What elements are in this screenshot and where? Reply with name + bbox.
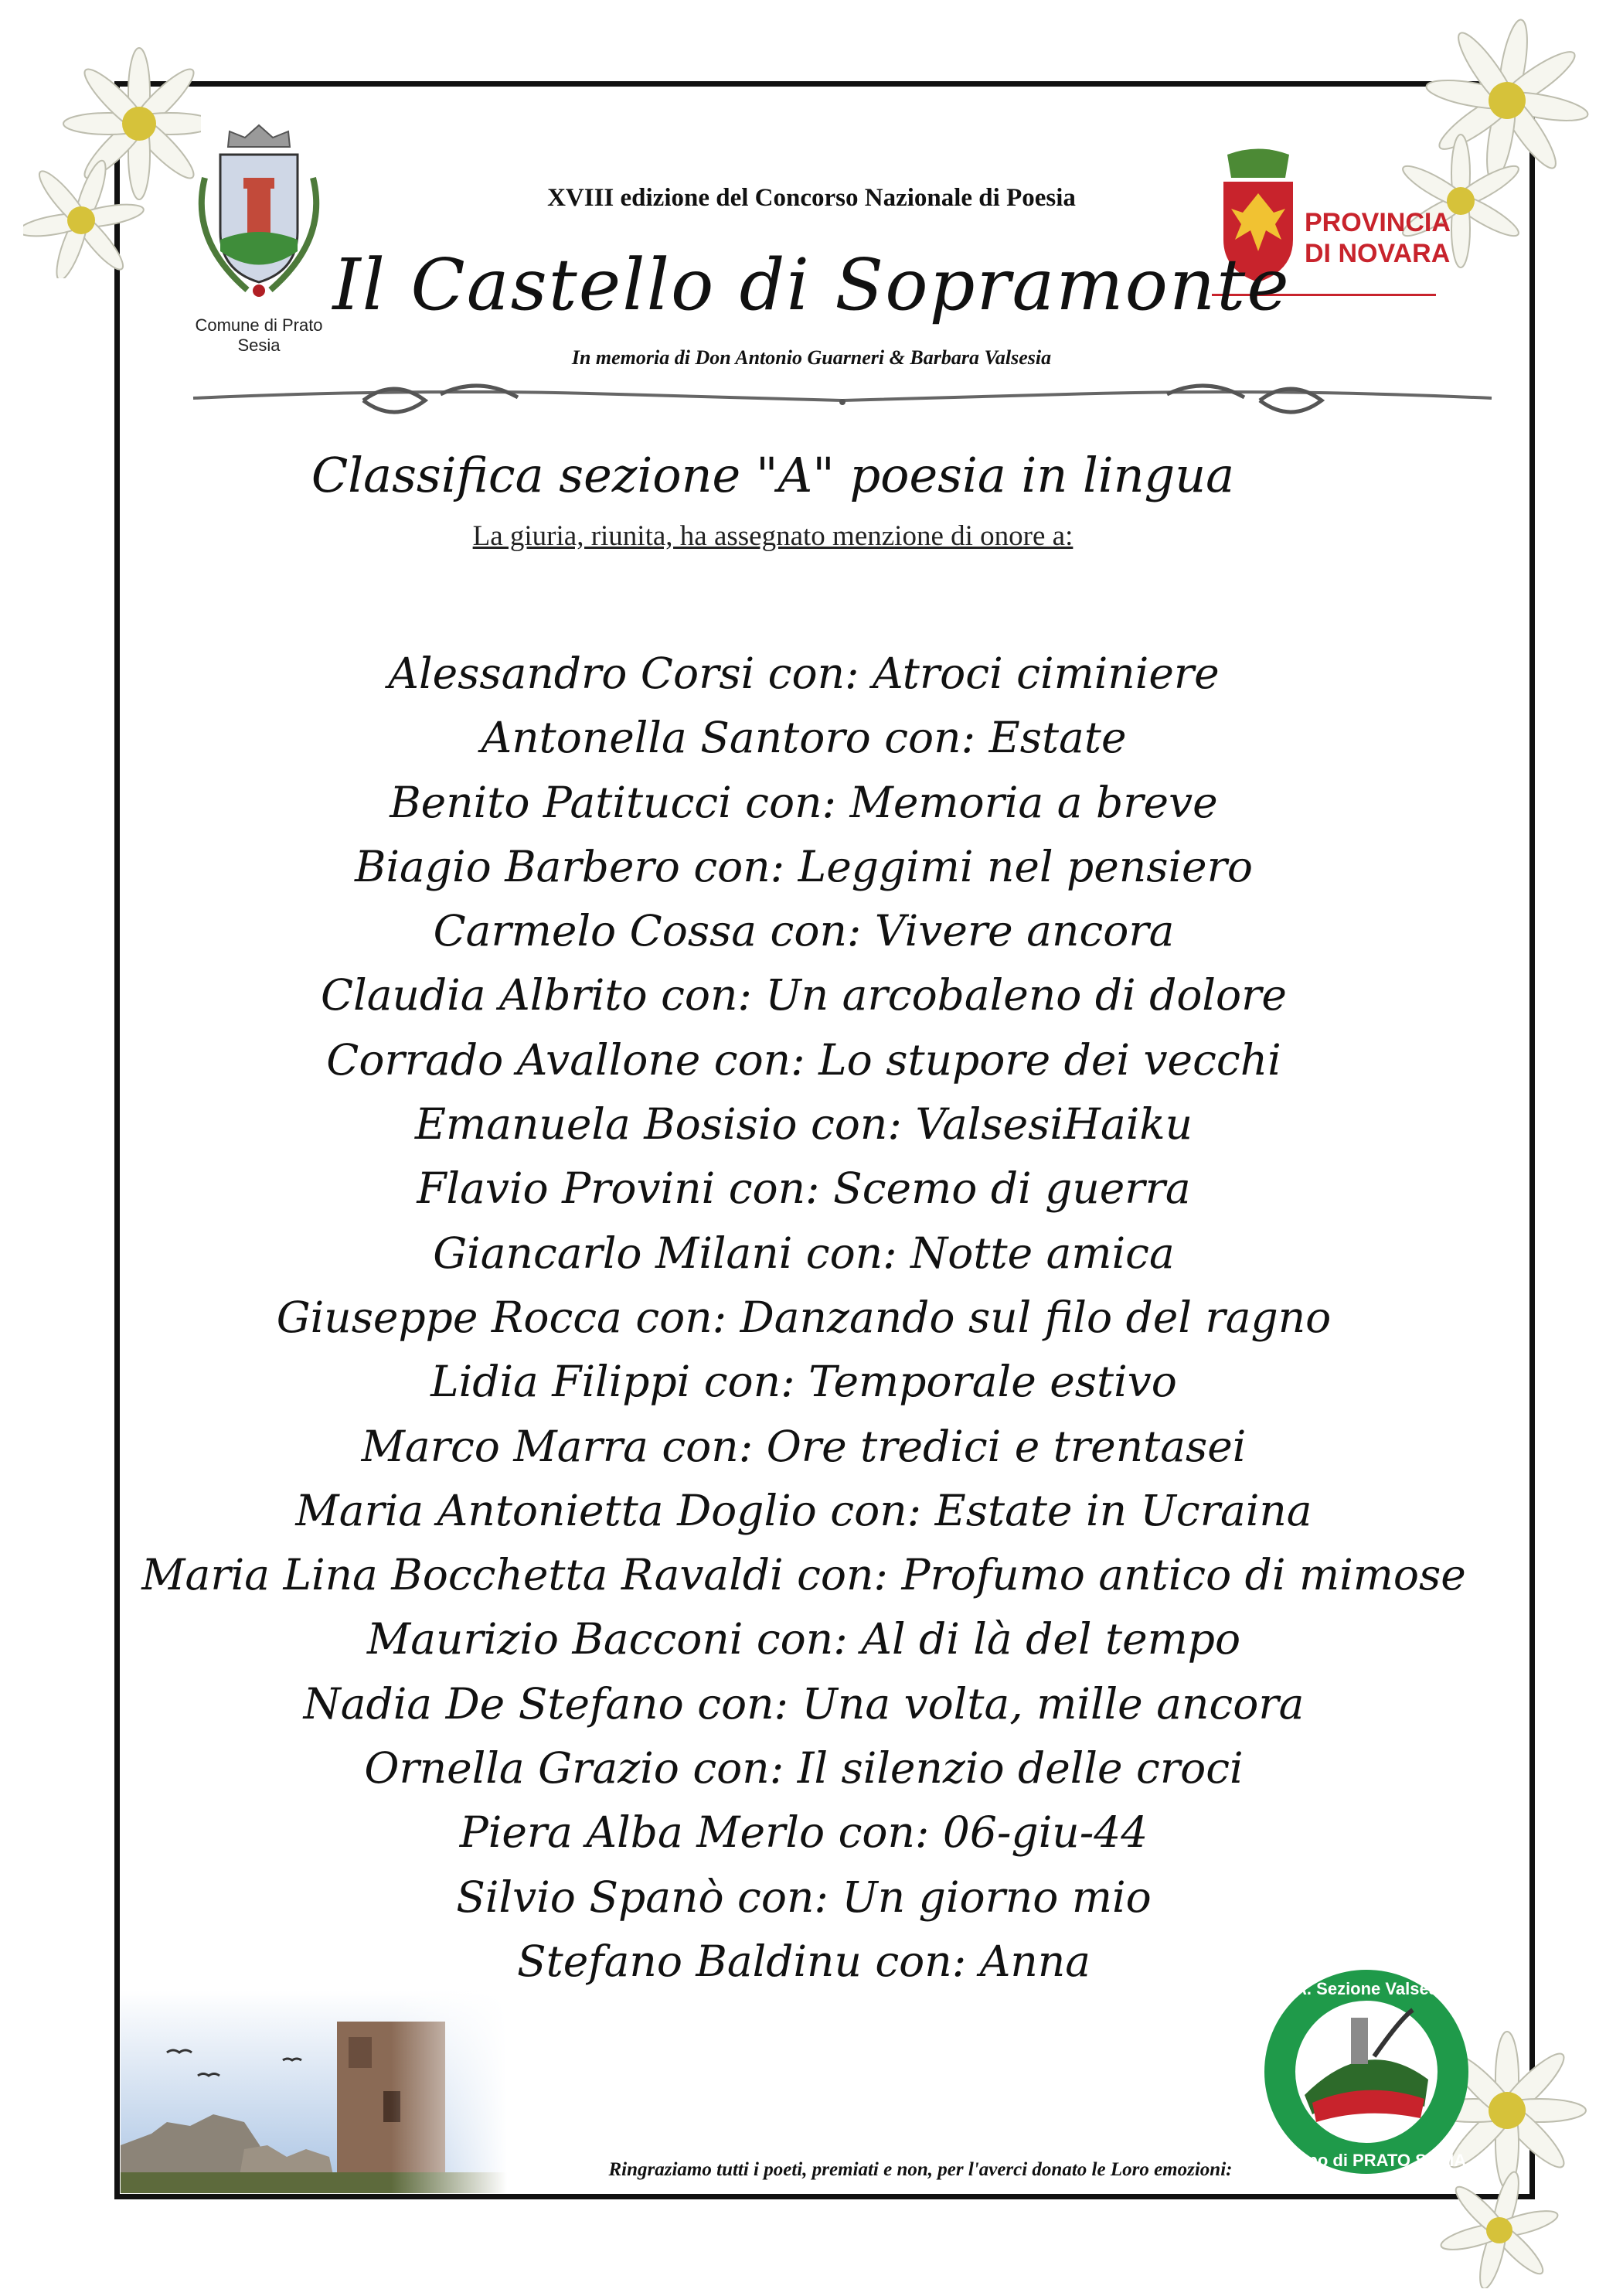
list-item: Silvio Spanò con: Un giorno mio <box>456 1872 1152 1922</box>
page-title: Il Castello di Sopramonte <box>332 244 1291 326</box>
list-item: Biagio Barbero con: Leggimi nel pensiero <box>355 841 1253 891</box>
thanks-footer: Ringraziamo tutti i poeti, premiati e non, per l'averci donato le Loro emozioni: <box>608 2159 1233 2180</box>
provincia-name: PROVINCIA DI NOVARA <box>1305 208 1451 268</box>
list-item: Giuseppe Rocca con: Danzando sul filo del ragno <box>276 1292 1332 1342</box>
ornamental-divider <box>185 371 1499 425</box>
jury-subtitle: La giuria, riunita, ha assegnato menzione di onore a: <box>472 520 1073 552</box>
list-item: Carmelo Cossa con: Vivere ancora <box>433 906 1175 956</box>
svg-text:Gruppo di PRATO SESIA: Gruppo di PRATO SESIA <box>1266 2151 1467 2170</box>
comune-caption: Comune di Prato Sesia <box>195 315 323 355</box>
list-item: Giancarlo Milani con: Notte amica <box>433 1228 1175 1278</box>
list-item: Lidia Filippi con: Temporale estivo <box>430 1357 1177 1407</box>
svg-text:A.N.A. Sezione Valsesiana: A.N.A. Sezione Valsesiana <box>1261 1979 1472 1998</box>
list-item: Claudia Albrito con: Un arcobaleno di dolore <box>321 970 1287 1020</box>
memorial-line: In memoria di Don Antonio Guarneri & Barbara Valsesia <box>571 346 1052 369</box>
castle-photo <box>121 1991 507 2193</box>
list-item: Alessandro Corsi con: Atroci ciminiere <box>388 649 1220 698</box>
list-item: Maria Lina Bocchetta Ravaldi con: Profumo antico di mimose <box>141 1550 1466 1600</box>
list-item: Corrado Avallone con: Lo stupore dei vecchi <box>326 1034 1281 1085</box>
list-item: Ornella Grazio con: Il silenzio delle croci <box>364 1743 1244 1794</box>
list-item: Benito Patitucci con: Memoria a breve <box>390 777 1218 827</box>
honors-list <box>77 642 1530 1994</box>
section-title: Classifica sezione "A" poesia in lingua <box>311 447 1235 503</box>
ana-badge-icon <box>1258 1964 1475 2180</box>
list-item: Maurizio Bacconi con: Al di là del tempo <box>366 1614 1241 1664</box>
list-item: Piera Alba Merlo con: 06-giu-44 <box>459 1807 1148 1858</box>
list-item: Antonella Santoro con: Estate <box>481 713 1127 763</box>
list-item: Emanuela Bosisio con: ValsesiHaiku <box>414 1099 1193 1150</box>
list-item: Stefano Baldinu con: Anna <box>516 1936 1091 1986</box>
list-item: Nadia De Stefano con: Una volta, mille ancora <box>303 1678 1305 1729</box>
edition-heading: XVIII edizione del Concorso Nazionale di Poesia <box>547 184 1076 212</box>
list-item: Flavio Provini con: Scemo di guerra <box>417 1163 1191 1214</box>
list-item: Maria Antonietta Doglio con: Estate in Ucraina <box>295 1485 1312 1535</box>
list-item: Marco Marra con: Ore tredici e trentasei <box>361 1421 1247 1471</box>
